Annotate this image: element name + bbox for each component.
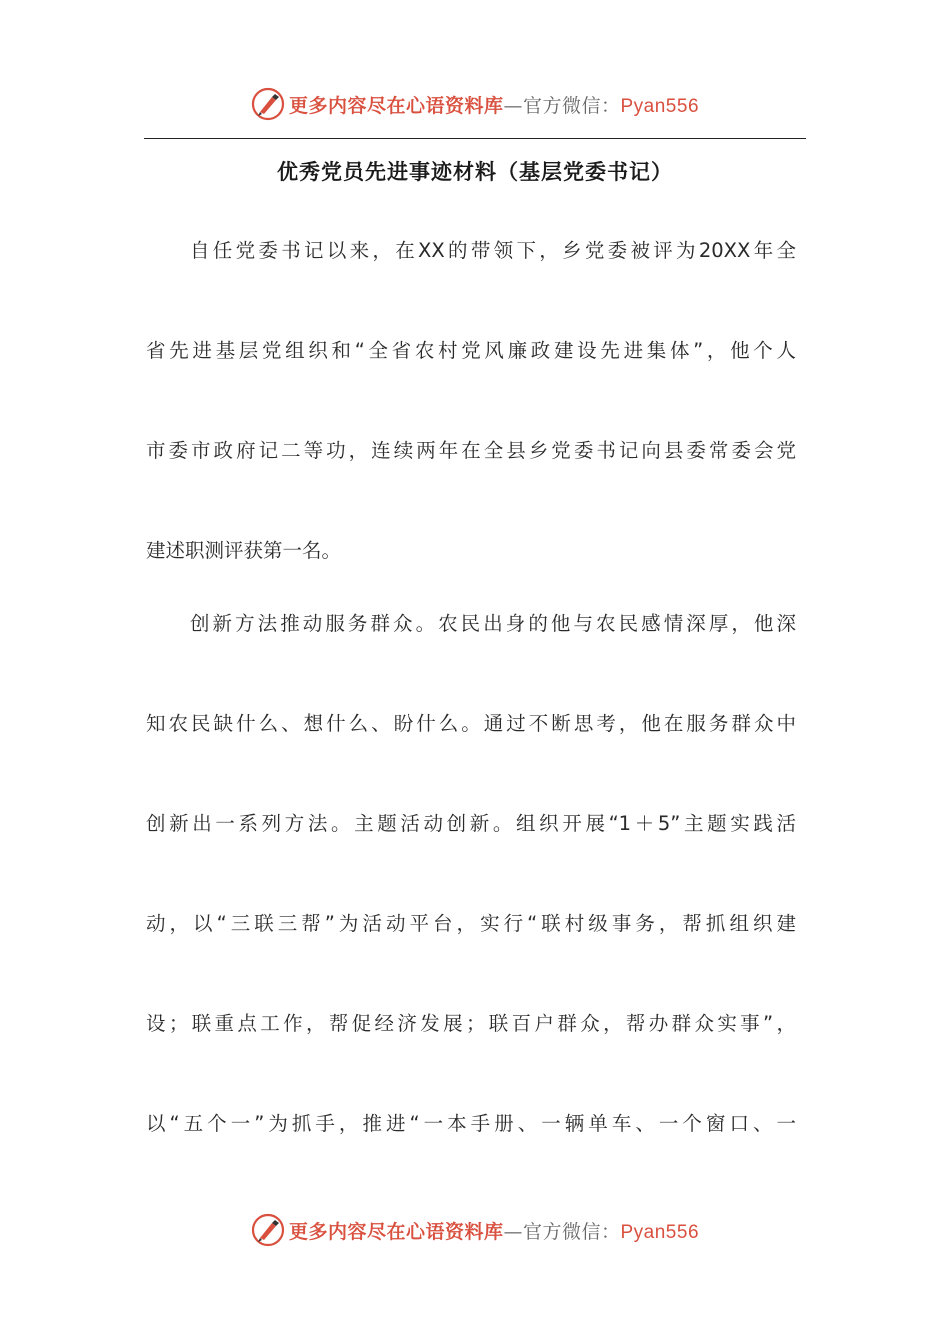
header-banner — [0, 84, 950, 124]
header-divider — [144, 138, 806, 139]
body-line: 创新出一系列方法。主题活动创新。组织开展“1＋5”主题实践活 — [146, 812, 796, 835]
body-line: 以“五个一”为抓手，推进“一本手册、一辆单车、一个窗口、一 — [146, 1112, 796, 1135]
banner-brand: 更多内容尽在心语资料库 — [288, 1220, 504, 1243]
body-line: 设；联重点工作，帮促经济发展；联百户群众，帮办群众实事”， — [146, 1012, 796, 1035]
banner-text — [289, 1217, 699, 1244]
body-line: 自任党委书记以来，在XX的带领下，乡党委被评为20XX年全 — [190, 239, 796, 262]
banner-brand: 更多内容尽在心语资料库 — [288, 94, 504, 117]
document-title: 优秀党员先进事迹材料（基层党委书记） — [277, 159, 673, 184]
body-line: 动，以“三联三帮”为活动平台，实行“联村级事务，帮抓组织建 — [146, 912, 796, 935]
body-line: 建述职测评获第一名。 — [146, 539, 342, 562]
banner-wechat-id: Pyan556 — [620, 1221, 700, 1243]
footer-banner — [0, 1210, 950, 1250]
pen-nib-logo-icon — [251, 1213, 285, 1247]
body-line: 省先进基层党组织和“全省农村党风廉政建设先进集体”，他个人 — [146, 339, 796, 362]
banner-dash: — — [503, 1220, 523, 1243]
banner-official-label: 官方微信： — [522, 1220, 621, 1243]
pen-nib-logo-icon — [251, 87, 285, 121]
body-line: 市委市政府记二等功，连续两年在全县乡党委书记向县委常委会党 — [146, 439, 796, 462]
banner-text — [289, 91, 699, 118]
banner-dash: — — [503, 94, 523, 117]
body-line: 知农民缺什么、想什么、盼什么。通过不断思考，他在服务群众中 — [146, 712, 796, 735]
body-line: 创新方法推动服务群众。农民出身的他与农民感情深厚，他深 — [190, 612, 796, 635]
banner-official-label: 官方微信： — [522, 94, 621, 117]
banner-wechat-id: Pyan556 — [620, 95, 700, 117]
